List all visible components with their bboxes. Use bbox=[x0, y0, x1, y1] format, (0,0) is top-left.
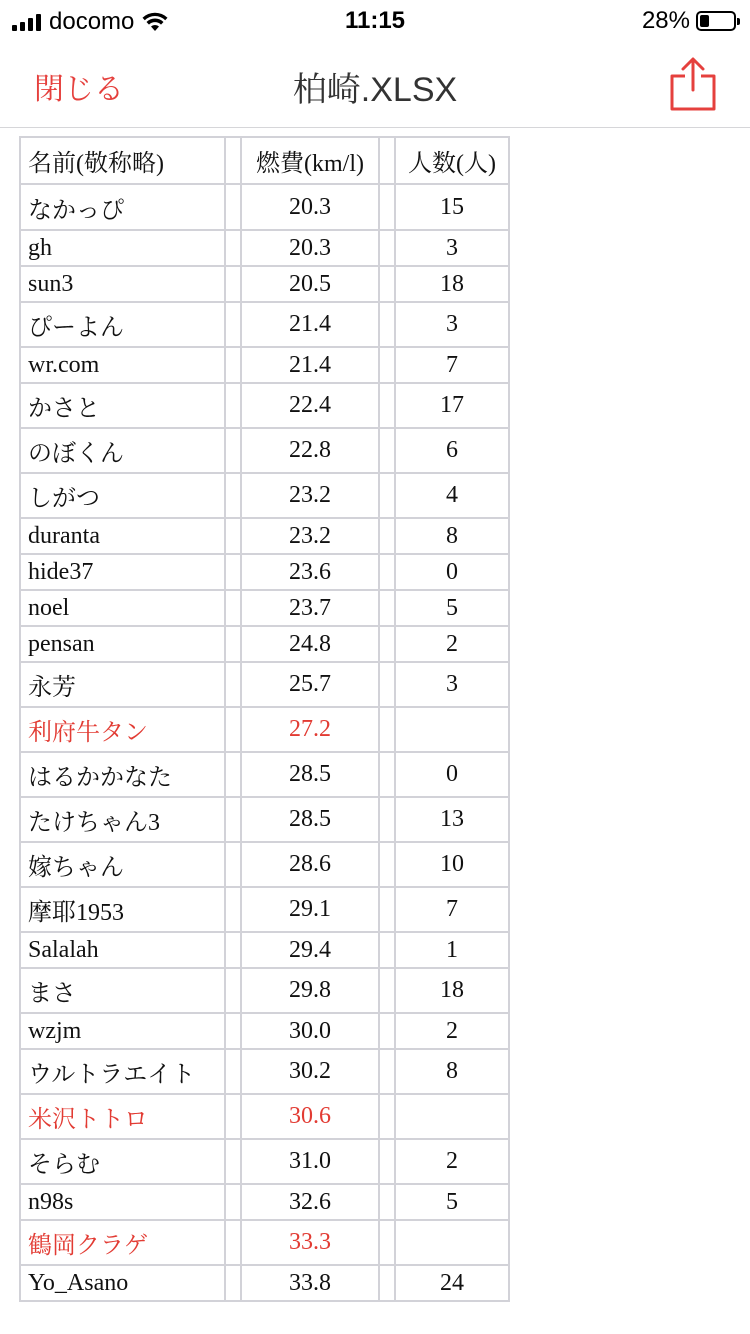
status-time: 11:15 bbox=[344, 7, 406, 34]
fuel-cell[interactable]: 21.4 bbox=[241, 302, 379, 347]
table-row bbox=[20, 590, 509, 626]
table-row bbox=[20, 266, 509, 302]
gap-cell[interactable] bbox=[225, 662, 241, 707]
people-cell[interactable] bbox=[395, 707, 509, 752]
name-cell[interactable]: 鶴岡クラゲ bbox=[20, 1220, 225, 1265]
share-icon[interactable] bbox=[668, 56, 718, 112]
fuel-cell[interactable]: 20.3 bbox=[241, 230, 379, 266]
gap-cell[interactable] bbox=[225, 707, 241, 752]
people-cell[interactable] bbox=[395, 1094, 509, 1139]
page-title: 柏崎.XLSX bbox=[292, 71, 458, 109]
people-cell[interactable]: 3 bbox=[395, 302, 509, 347]
close-button[interactable]: 閉じる bbox=[34, 72, 124, 107]
fuel-cell[interactable]: 29.1 bbox=[241, 887, 379, 932]
gap-cell[interactable] bbox=[379, 554, 395, 590]
fuel-cell[interactable]: 27.2 bbox=[241, 707, 379, 752]
gap-cell[interactable] bbox=[379, 1265, 395, 1301]
gap-cell[interactable] bbox=[379, 230, 395, 266]
gap-cell[interactable] bbox=[379, 473, 395, 518]
fuel-cell[interactable]: 30.0 bbox=[241, 1013, 379, 1049]
gap-cell[interactable] bbox=[225, 302, 241, 347]
table-row bbox=[20, 518, 509, 554]
gap-cell[interactable] bbox=[225, 1049, 241, 1094]
table-row bbox=[20, 626, 509, 662]
gap-cell[interactable] bbox=[225, 752, 241, 797]
table-row bbox=[20, 1220, 509, 1265]
people-cell[interactable]: 18 bbox=[395, 968, 509, 1013]
gap-cell[interactable] bbox=[225, 842, 241, 887]
gap-cell[interactable] bbox=[225, 266, 241, 302]
fuel-cell[interactable]: 29.4 bbox=[241, 932, 379, 968]
name-cell[interactable]: noel bbox=[20, 590, 225, 626]
people-cell[interactable]: 6 bbox=[395, 428, 509, 473]
people-cell[interactable]: 8 bbox=[395, 518, 509, 554]
table-row bbox=[20, 302, 509, 347]
gap-cell[interactable] bbox=[225, 1013, 241, 1049]
table-row bbox=[20, 968, 509, 1013]
gap-cell[interactable] bbox=[225, 184, 241, 230]
fuel-cell[interactable]: 30.6 bbox=[241, 1094, 379, 1139]
table-row bbox=[20, 473, 509, 518]
people-cell[interactable]: 2 bbox=[395, 1139, 509, 1184]
gap-cell[interactable] bbox=[379, 662, 395, 707]
gap-cell[interactable] bbox=[225, 347, 241, 383]
name-cell[interactable]: たけちゃん3 bbox=[20, 797, 225, 842]
fuel-cell[interactable]: 23.6 bbox=[241, 554, 379, 590]
fuel-cell[interactable]: 28.5 bbox=[241, 797, 379, 842]
people-cell[interactable]: 3 bbox=[395, 230, 509, 266]
table-row bbox=[20, 1049, 509, 1094]
people-cell[interactable]: 13 bbox=[395, 797, 509, 842]
name-cell[interactable]: 嫁ちゃん bbox=[20, 842, 225, 887]
battery-icon bbox=[696, 11, 736, 31]
fuel-cell[interactable]: 25.7 bbox=[241, 662, 379, 707]
name-cell[interactable]: ウルトラエイト bbox=[20, 1049, 225, 1094]
battery-level bbox=[700, 15, 709, 27]
name-cell[interactable]: のぼくん bbox=[20, 428, 225, 473]
table-row bbox=[20, 662, 509, 707]
people-cell[interactable]: 2 bbox=[395, 626, 509, 662]
gap-cell[interactable] bbox=[225, 626, 241, 662]
gap-cell[interactable] bbox=[225, 887, 241, 932]
people-cell[interactable]: 1 bbox=[395, 932, 509, 968]
gap-cell[interactable] bbox=[379, 184, 395, 230]
people-cell[interactable]: 7 bbox=[395, 347, 509, 383]
gap-cell[interactable] bbox=[379, 707, 395, 752]
fuel-cell[interactable]: 22.4 bbox=[241, 383, 379, 428]
gap-cell[interactable] bbox=[379, 842, 395, 887]
people-cell[interactable]: 5 bbox=[395, 590, 509, 626]
name-cell[interactable]: ぴーよん bbox=[20, 302, 225, 347]
gap-cell[interactable] bbox=[379, 428, 395, 473]
gap-cell[interactable] bbox=[379, 797, 395, 842]
people-cell[interactable]: 0 bbox=[395, 554, 509, 590]
gap-cell[interactable] bbox=[379, 1220, 395, 1265]
table-row bbox=[20, 1139, 509, 1184]
name-cell[interactable]: gh bbox=[20, 230, 225, 266]
gap-cell[interactable] bbox=[225, 428, 241, 473]
gap-cell[interactable] bbox=[379, 518, 395, 554]
name-cell[interactable]: sun3 bbox=[20, 266, 225, 302]
gap-cell[interactable] bbox=[225, 230, 241, 266]
people-cell[interactable]: 4 bbox=[395, 473, 509, 518]
fuel-cell[interactable]: 32.6 bbox=[241, 1184, 379, 1220]
fuel-cell[interactable]: 23.7 bbox=[241, 590, 379, 626]
fuel-cell[interactable]: 28.6 bbox=[241, 842, 379, 887]
name-cell[interactable]: はるかかなた bbox=[20, 752, 225, 797]
people-cell[interactable]: 10 bbox=[395, 842, 509, 887]
gap-cell[interactable] bbox=[379, 887, 395, 932]
header-name[interactable]: 名前(敬称略) bbox=[20, 137, 225, 184]
gap-cell[interactable] bbox=[225, 797, 241, 842]
name-cell[interactable]: duranta bbox=[20, 518, 225, 554]
gap-cell[interactable] bbox=[379, 1139, 395, 1184]
gap-cell[interactable] bbox=[225, 968, 241, 1013]
navigation-bar bbox=[0, 40, 750, 128]
table-row bbox=[20, 842, 509, 887]
fuel-cell[interactable]: 33.8 bbox=[241, 1265, 379, 1301]
people-cell[interactable]: 5 bbox=[395, 1184, 509, 1220]
name-cell[interactable]: wr.com bbox=[20, 347, 225, 383]
gap-cell[interactable] bbox=[225, 518, 241, 554]
name-cell[interactable]: かさと bbox=[20, 383, 225, 428]
people-cell[interactable]: 17 bbox=[395, 383, 509, 428]
gap-cell[interactable] bbox=[379, 626, 395, 662]
gap-cell[interactable] bbox=[379, 347, 395, 383]
name-cell[interactable]: Yo_Asano bbox=[20, 1265, 225, 1301]
fuel-cell[interactable]: 33.3 bbox=[241, 1220, 379, 1265]
gap-cell[interactable] bbox=[379, 1049, 395, 1094]
gap-cell[interactable] bbox=[379, 1184, 395, 1220]
name-cell[interactable]: しがつ bbox=[20, 473, 225, 518]
header-row bbox=[20, 137, 509, 184]
header-gap-cell[interactable] bbox=[225, 137, 241, 184]
name-cell[interactable]: hide37 bbox=[20, 554, 225, 590]
gap-cell[interactable] bbox=[379, 1013, 395, 1049]
gap-cell[interactable] bbox=[379, 590, 395, 626]
header-gap-cell[interactable] bbox=[379, 137, 395, 184]
table-row bbox=[20, 797, 509, 842]
table-row bbox=[20, 554, 509, 590]
status-right bbox=[642, 7, 736, 35]
table-body bbox=[20, 184, 509, 1301]
battery-percent: 28% bbox=[641, 7, 690, 34]
gap-cell[interactable] bbox=[225, 1265, 241, 1301]
name-cell[interactable]: 永芳 bbox=[20, 662, 225, 707]
table-row bbox=[20, 1184, 509, 1220]
gap-cell[interactable] bbox=[379, 932, 395, 968]
table-row bbox=[20, 752, 509, 797]
fuel-cell[interactable]: 20.3 bbox=[241, 184, 379, 230]
people-cell[interactable]: 15 bbox=[395, 184, 509, 230]
people-cell[interactable]: 7 bbox=[395, 887, 509, 932]
fuel-cell[interactable]: 22.8 bbox=[241, 428, 379, 473]
fuel-cell[interactable]: 24.8 bbox=[241, 626, 379, 662]
table-row bbox=[20, 1013, 509, 1049]
name-cell[interactable]: Salalah bbox=[20, 932, 225, 968]
gap-cell[interactable] bbox=[225, 473, 241, 518]
status-bar bbox=[0, 0, 750, 40]
fuel-cell[interactable]: 21.4 bbox=[241, 347, 379, 383]
fuel-cell[interactable]: 29.8 bbox=[241, 968, 379, 1013]
gap-cell[interactable] bbox=[225, 932, 241, 968]
table-row bbox=[20, 184, 509, 230]
fuel-cell[interactable]: 30.2 bbox=[241, 1049, 379, 1094]
table-row bbox=[20, 707, 509, 752]
gap-cell[interactable] bbox=[225, 590, 241, 626]
battery-tip bbox=[737, 18, 740, 25]
gap-cell[interactable] bbox=[225, 1139, 241, 1184]
table-row bbox=[20, 1094, 509, 1139]
gap-cell[interactable] bbox=[379, 968, 395, 1013]
gap-cell[interactable] bbox=[379, 1094, 395, 1139]
gap-cell[interactable] bbox=[225, 1220, 241, 1265]
carrier-name: docomo bbox=[49, 8, 135, 35]
people-cell[interactable]: 24 bbox=[395, 1265, 509, 1301]
people-cell[interactable]: 0 bbox=[395, 752, 509, 797]
name-cell[interactable]: 摩耶1953 bbox=[20, 887, 225, 932]
fuel-cell[interactable]: 23.2 bbox=[241, 518, 379, 554]
fuel-cell[interactable]: 20.5 bbox=[241, 266, 379, 302]
gap-cell[interactable] bbox=[379, 302, 395, 347]
gap-cell[interactable] bbox=[225, 1094, 241, 1139]
header-people[interactable]: 人数(人) bbox=[395, 137, 509, 184]
gap-cell[interactable] bbox=[225, 554, 241, 590]
name-cell[interactable]: wzjm bbox=[20, 1013, 225, 1049]
gap-cell[interactable] bbox=[379, 266, 395, 302]
people-cell[interactable]: 3 bbox=[395, 662, 509, 707]
spreadsheet-table bbox=[19, 136, 510, 1302]
name-cell[interactable]: n98s bbox=[20, 1184, 225, 1220]
name-cell[interactable]: 米沢トトロ bbox=[20, 1094, 225, 1139]
name-cell[interactable]: まさ bbox=[20, 968, 225, 1013]
fuel-cell[interactable]: 28.5 bbox=[241, 752, 379, 797]
header-fuel[interactable]: 燃費(km/l) bbox=[241, 137, 379, 184]
fuel-cell[interactable]: 23.2 bbox=[241, 473, 379, 518]
name-cell[interactable]: なかっぴ bbox=[20, 184, 225, 230]
gap-cell[interactable] bbox=[225, 383, 241, 428]
people-cell[interactable]: 8 bbox=[395, 1049, 509, 1094]
gap-cell[interactable] bbox=[379, 383, 395, 428]
table-row bbox=[20, 1265, 509, 1301]
name-cell[interactable]: pensan bbox=[20, 626, 225, 662]
fuel-cell[interactable]: 31.0 bbox=[241, 1139, 379, 1184]
table-row bbox=[20, 932, 509, 968]
table-row bbox=[20, 428, 509, 473]
name-cell[interactable]: 利府牛タン bbox=[20, 707, 225, 752]
table-row bbox=[20, 887, 509, 932]
people-cell[interactable]: 18 bbox=[395, 266, 509, 302]
table-row bbox=[20, 347, 509, 383]
name-cell[interactable]: そらむ bbox=[20, 1139, 225, 1184]
people-cell[interactable]: 2 bbox=[395, 1013, 509, 1049]
gap-cell[interactable] bbox=[225, 1184, 241, 1220]
people-cell[interactable] bbox=[395, 1220, 509, 1265]
gap-cell[interactable] bbox=[379, 752, 395, 797]
table-row bbox=[20, 383, 509, 428]
table-row bbox=[20, 230, 509, 266]
